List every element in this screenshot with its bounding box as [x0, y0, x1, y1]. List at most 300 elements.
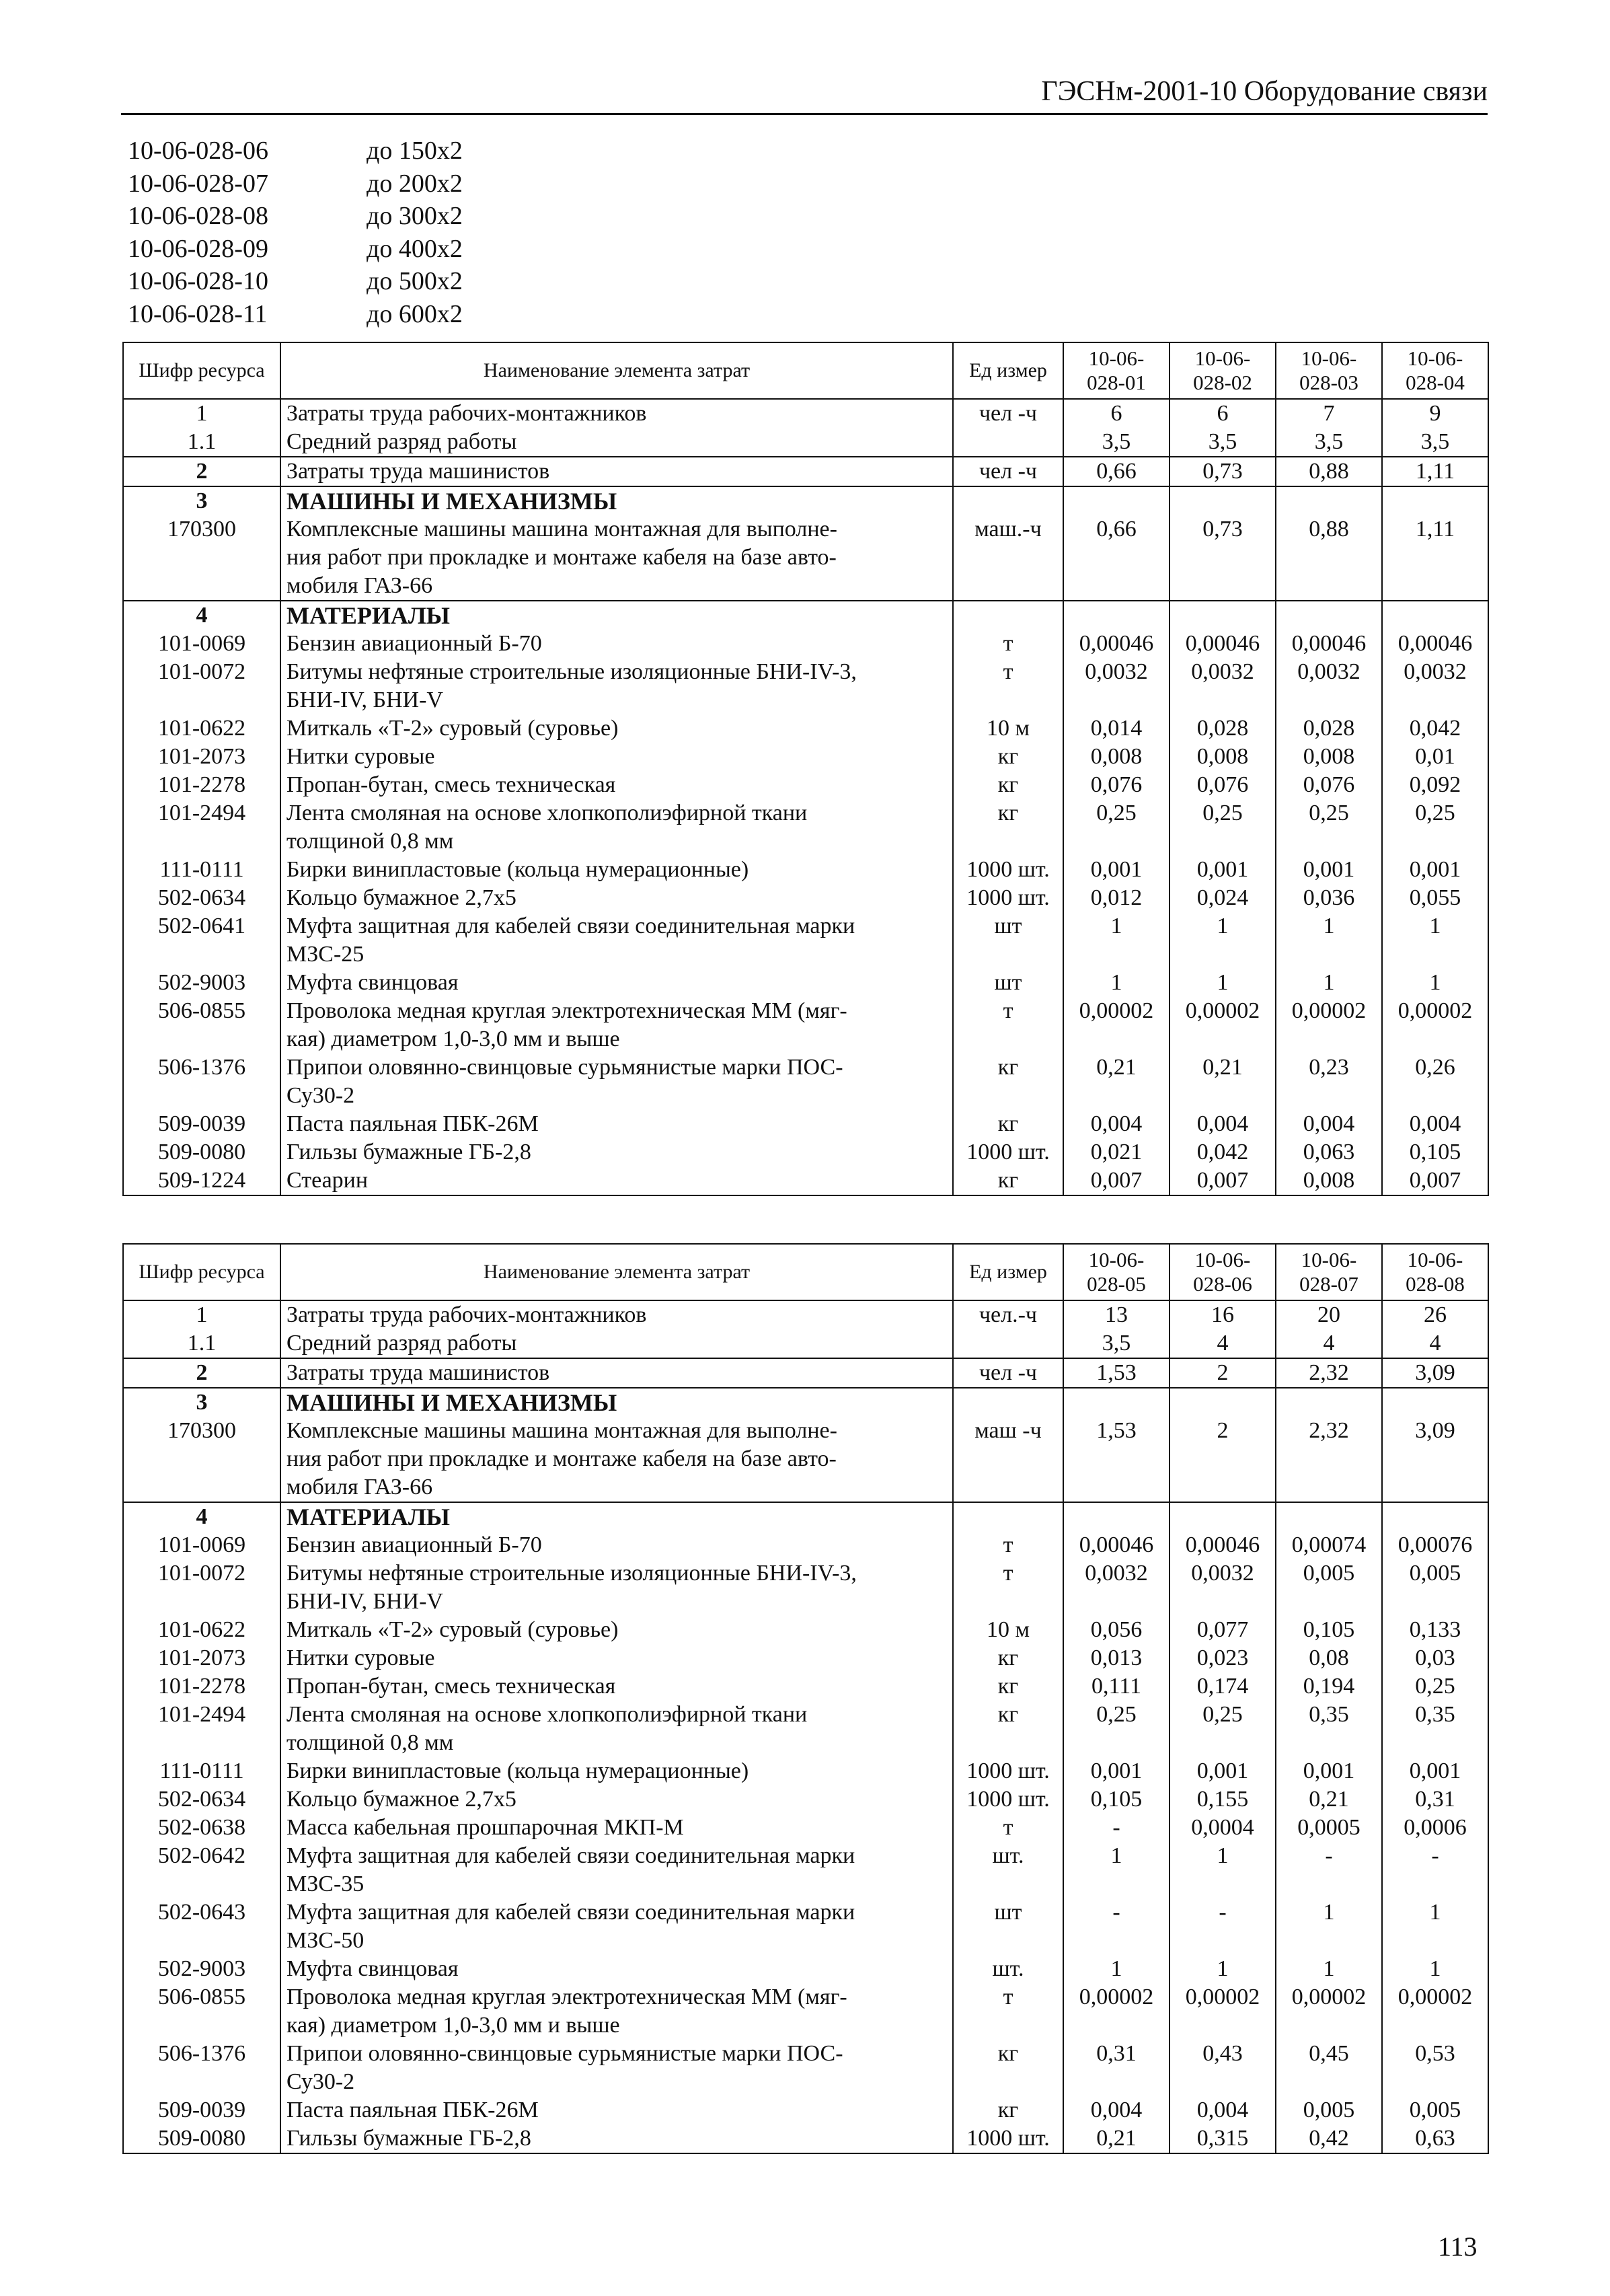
norm-value: 3,5	[1063, 428, 1170, 457]
table-row	[123, 1644, 1488, 1672]
cost-element-name: Стеарин	[280, 1166, 953, 1195]
table-row	[123, 1983, 1488, 2040]
norm-value: 0,007	[1063, 1166, 1170, 1195]
empty-cell	[953, 1502, 1063, 1531]
norm-value: 0,23	[1276, 1053, 1382, 1110]
unit-cell: маш -ч	[953, 1417, 1063, 1502]
table-row	[123, 997, 1488, 1053]
norm-value: 0,31	[1063, 2040, 1170, 2096]
section-row	[123, 1502, 1488, 1531]
norm-value: 0,88	[1276, 457, 1382, 486]
norm-value: 1,53	[1063, 1417, 1170, 1502]
cost-element-name: Нитки суровые	[280, 1644, 953, 1672]
unit-cell: кг	[953, 743, 1063, 771]
resource-code: 170300	[123, 1417, 280, 1502]
resource-code: 509-0039	[123, 2096, 280, 2124]
resource-code: 506-0855	[123, 997, 280, 1053]
empty-cell	[1063, 486, 1170, 515]
norm-value: 0,007	[1382, 1166, 1488, 1195]
norm-value: 1	[1382, 1898, 1488, 1955]
table-row	[123, 1166, 1488, 1195]
resource-code: 509-0080	[123, 1138, 280, 1166]
norm-value: 0,012	[1063, 884, 1170, 912]
norm-value: 0,007	[1170, 1166, 1276, 1195]
resource-code: 502-0638	[123, 1814, 280, 1842]
norm-value: 0,21	[1170, 1053, 1276, 1110]
unit-cell: 1000 шт.	[953, 1138, 1063, 1166]
norm-value: 0,00002	[1063, 1983, 1170, 2040]
norm-value: 0,024	[1170, 884, 1276, 912]
norm-value: -	[1063, 1814, 1170, 1842]
cost-element-name: Проволока медная круглая электротехническая ММ (мяг- кая) диаметром 1,0-3,0 мм и выше	[280, 1983, 953, 2040]
table-row	[123, 799, 1488, 856]
norm-value: 0,008	[1276, 743, 1382, 771]
unit-cell: 10 м	[953, 1616, 1063, 1644]
norm-value: 0,00074	[1276, 1531, 1382, 1559]
unit-cell: кг	[953, 1701, 1063, 1757]
norm-value: 0,0032	[1063, 658, 1170, 714]
norm-value: -	[1170, 1898, 1276, 1955]
norm-value: 1	[1170, 1955, 1276, 1983]
code-list-row	[128, 200, 463, 233]
cost-element-name: Гильзы бумажные ГБ-2,8	[280, 2124, 953, 2153]
norm-value: 1	[1382, 1955, 1488, 1983]
norm-code: 10-06-028-10	[128, 267, 268, 295]
norm-value: 0,005	[1276, 2096, 1382, 2124]
unit-cell: чел -ч	[953, 399, 1063, 428]
unit-cell: 1000 шт.	[953, 856, 1063, 884]
table-row	[123, 1672, 1488, 1701]
table-row	[123, 912, 1488, 969]
header-norm-column: 10-06- 028-06	[1170, 1244, 1276, 1300]
norm-value: 0,001	[1063, 856, 1170, 884]
norm-value: 1	[1170, 969, 1276, 997]
table-row	[123, 1785, 1488, 1814]
norm-value: 1	[1170, 912, 1276, 969]
cost-element-name: Миткаль «Т-2» суровый (суровье)	[280, 1616, 953, 1644]
norm-value: 0,0004	[1170, 1814, 1276, 1842]
norm-value: 0,063	[1276, 1138, 1382, 1166]
norms-table-2	[122, 1243, 1489, 2154]
unit-cell: кг	[953, 1644, 1063, 1672]
table-row	[123, 1757, 1488, 1785]
norm-value: 0,35	[1276, 1701, 1382, 1757]
table-row	[123, 1531, 1488, 1559]
resource-code: 502-0643	[123, 1898, 280, 1955]
norm-value: 0,08	[1276, 1644, 1382, 1672]
resource-code: 101-2278	[123, 771, 280, 799]
resource-code: 101-0072	[123, 658, 280, 714]
resource-code: 1.1	[123, 1329, 280, 1358]
empty-cell	[1382, 1502, 1488, 1531]
cost-element-name: Нитки суровые	[280, 743, 953, 771]
norm-value: 0,00076	[1382, 1531, 1488, 1559]
resource-code: 502-0634	[123, 1785, 280, 1814]
section-title: МАШИНЫ И МЕХАНИЗМЫ	[280, 486, 953, 515]
section-row	[123, 601, 1488, 630]
section-title: МАШИНЫ И МЕХАНИЗМЫ	[280, 1388, 953, 1417]
norm-value: 0,00046	[1382, 630, 1488, 658]
unit-cell: кг	[953, 1110, 1063, 1138]
cost-element-name: Бирки винипластовые (кольца нумерационные)	[280, 856, 953, 884]
cost-element-name: Средний разряд работы	[280, 1329, 953, 1358]
norm-value: 1,11	[1382, 457, 1488, 486]
norm-value: 2	[1170, 1417, 1276, 1502]
norm-value: 0,88	[1276, 515, 1382, 601]
norm-value: 9	[1382, 399, 1488, 428]
cost-element-name: Муфта защитная для кабелей связи соединительная марки МЗС-25	[280, 912, 953, 969]
norm-value: 0,004	[1170, 1110, 1276, 1138]
norm-value: 0,036	[1276, 884, 1382, 912]
norm-value: 0,00002	[1382, 1983, 1488, 2040]
cost-element-name: Масса кабельная прошпарочная МКП-М	[280, 1814, 953, 1842]
resource-code: 1	[123, 399, 280, 428]
cost-element-name: Муфта защитная для кабелей связи соединительная марки МЗС-50	[280, 1898, 953, 1955]
cost-element-name: Пропан-бутан, смесь техническая	[280, 771, 953, 799]
table-row	[123, 884, 1488, 912]
norm-value: 0,056	[1063, 1616, 1170, 1644]
norm-value: 0,45	[1276, 2040, 1382, 2096]
norm-value: 0,005	[1276, 1559, 1382, 1616]
unit-cell: т	[953, 1559, 1063, 1616]
resource-code: 506-0855	[123, 1983, 280, 2040]
norm-value: 0,028	[1276, 714, 1382, 743]
norm-value: 0,35	[1382, 1701, 1488, 1757]
norm-code: 10-06-028-08	[128, 202, 268, 230]
norm-value: 0,315	[1170, 2124, 1276, 2153]
table-row	[123, 1814, 1488, 1842]
norm-value: 1	[1063, 1842, 1170, 1898]
table-row	[123, 1329, 1488, 1358]
norm-value: 0,008	[1276, 1166, 1382, 1195]
unit-cell: 1000 шт.	[953, 1757, 1063, 1785]
norm-value: 1	[1170, 1842, 1276, 1898]
norm-value: 0,023	[1170, 1644, 1276, 1672]
unit-cell: чел.-ч	[953, 1300, 1063, 1329]
unit-cell	[953, 428, 1063, 457]
norm-value: 0,076	[1170, 771, 1276, 799]
code-list-row	[128, 168, 463, 200]
resource-code: 101-0622	[123, 1616, 280, 1644]
norm-code: 10-06-028-07	[128, 169, 268, 198]
norm-value: 0,013	[1063, 1644, 1170, 1672]
norm-value: 0,21	[1063, 1053, 1170, 1110]
table-row	[123, 1417, 1488, 1502]
norm-value: 0,00046	[1063, 1531, 1170, 1559]
norm-value: 16	[1170, 1300, 1276, 1329]
norm-value: 0,155	[1170, 1785, 1276, 1814]
table-row	[123, 743, 1488, 771]
norm-value: 0,66	[1063, 515, 1170, 601]
empty-cell	[1276, 601, 1382, 630]
resource-code: 4	[123, 601, 280, 630]
table-row	[123, 658, 1488, 714]
unit-cell: кг	[953, 1672, 1063, 1701]
header-norm-column: 10-06- 028-03	[1276, 342, 1382, 399]
norm-value: 0,00046	[1170, 630, 1276, 658]
norm-value: 0,005	[1382, 1559, 1488, 1616]
cost-element-name: Средний разряд работы	[280, 428, 953, 457]
norm-value: 0,133	[1382, 1616, 1488, 1644]
norm-value: 0,00002	[1063, 997, 1170, 1053]
cost-element-name: Затраты труда машинистов	[280, 1358, 953, 1388]
header-resource-code: Шифр ресурса	[123, 1244, 280, 1300]
cost-element-name: Муфта защитная для кабелей связи соединительная марки МЗС-35	[280, 1842, 953, 1898]
norm-value: 3,09	[1382, 1358, 1488, 1388]
norm-value: 0,25	[1382, 799, 1488, 856]
running-header	[121, 73, 1488, 115]
norm-code: 10-06-028-11	[128, 299, 268, 328]
norm-value: 0,00002	[1170, 997, 1276, 1053]
norm-value: 0,25	[1063, 1701, 1170, 1757]
table-body	[123, 399, 1488, 1195]
resource-code: 101-2073	[123, 1644, 280, 1672]
cost-element-name: Битумы нефтяные строительные изоляционные БНИ-IV-3, БНИ-IV, БНИ-V	[280, 658, 953, 714]
norm-value: 0,00002	[1276, 997, 1382, 1053]
norm-value: 0,004	[1063, 1110, 1170, 1138]
table-row	[123, 428, 1488, 457]
norm-value: 0,25	[1276, 799, 1382, 856]
unit-cell: 1000 шт.	[953, 1785, 1063, 1814]
norm-value: 0,66	[1063, 457, 1170, 486]
norm-value: 0,0032	[1170, 658, 1276, 714]
empty-cell	[1276, 1388, 1382, 1417]
empty-cell	[1382, 1388, 1488, 1417]
cost-element-name: Затраты труда рабочих-монтажников	[280, 1300, 953, 1329]
resource-code: 101-2494	[123, 1701, 280, 1757]
norm-value: 3,5	[1382, 428, 1488, 457]
table-row	[123, 1701, 1488, 1757]
norm-value: 0,25	[1063, 799, 1170, 856]
cost-element-name: Муфта свинцовая	[280, 969, 953, 997]
norm-value: 0,25	[1170, 1701, 1276, 1757]
empty-cell	[1382, 601, 1488, 630]
unit-cell: шт	[953, 969, 1063, 997]
table-row	[123, 2124, 1488, 2153]
cost-element-name: Кольцо бумажное 2,7х5	[280, 1785, 953, 1814]
table-row	[123, 399, 1488, 428]
unit-cell: 1000 шт.	[953, 2124, 1063, 2153]
resource-code: 1	[123, 1300, 280, 1329]
norm-range: до 300х2	[367, 202, 463, 230]
norm-value: 0,26	[1382, 1053, 1488, 1110]
resource-code: 101-0069	[123, 630, 280, 658]
cost-element-name: Затраты труда рабочих-монтажников	[280, 399, 953, 428]
norm-value: 0,43	[1170, 2040, 1276, 2096]
resource-code: 111-0111	[123, 856, 280, 884]
unit-cell: шт.	[953, 1955, 1063, 1983]
norm-value: 0,004	[1382, 1110, 1488, 1138]
unit-cell: кг	[953, 2040, 1063, 2096]
norm-value: 0,077	[1170, 1616, 1276, 1644]
header-norm-column: 10-06- 028-05	[1063, 1244, 1170, 1300]
header-norm-column: 10-06- 028-08	[1382, 1244, 1488, 1300]
norm-value: 0,004	[1170, 2096, 1276, 2124]
table-body	[123, 1300, 1488, 2153]
unit-cell: шт.	[953, 1842, 1063, 1898]
norm-value: 0,21	[1276, 1785, 1382, 1814]
unit-cell: кг	[953, 771, 1063, 799]
empty-cell	[953, 486, 1063, 515]
norm-value: 0,0032	[1276, 658, 1382, 714]
cost-element-name: Миткаль «Т-2» суровый (суровье)	[280, 714, 953, 743]
norm-value: 0,31	[1382, 1785, 1488, 1814]
norm-value: 2,32	[1276, 1417, 1382, 1502]
table-row	[123, 1842, 1488, 1898]
norm-value: 0,63	[1382, 2124, 1488, 2153]
cost-element-name: Затраты труда машинистов	[280, 457, 953, 486]
table-row	[123, 969, 1488, 997]
cost-element-name: Припои оловянно-свинцовые сурьмянистые марки ПОС- Су30-2	[280, 1053, 953, 1110]
table-row	[123, 1138, 1488, 1166]
cost-element-name: Лента смоляная на основе хлопкополиэфирной ткани толщиной 0,8 мм	[280, 799, 953, 856]
resource-code: 509-1224	[123, 1166, 280, 1195]
norm-value: 0,105	[1063, 1785, 1170, 1814]
norm-value: 20	[1276, 1300, 1382, 1329]
norm-value: 4	[1382, 1329, 1488, 1358]
unit-cell: т	[953, 1531, 1063, 1559]
norm-value: -	[1276, 1842, 1382, 1898]
norm-value: 0,00002	[1382, 997, 1488, 1053]
norm-value: 0,001	[1063, 1757, 1170, 1785]
table-row	[123, 1300, 1488, 1329]
norm-value: 0,001	[1276, 856, 1382, 884]
page-number: 113	[1438, 2231, 1478, 2262]
norm-value: 0,01	[1382, 743, 1488, 771]
norm-value: 26	[1382, 1300, 1488, 1329]
empty-cell	[1063, 1388, 1170, 1417]
cost-element-name: Проволока медная круглая электротехническая ММ (мяг- кая) диаметром 1,0-3,0 мм и выше	[280, 997, 953, 1053]
norm-value: 0,076	[1063, 771, 1170, 799]
unit-cell: кг	[953, 1166, 1063, 1195]
norm-value: 1	[1382, 912, 1488, 969]
cost-element-name: Бензин авиационный Б-70	[280, 630, 953, 658]
resource-code: 502-9003	[123, 969, 280, 997]
norm-value: 4	[1276, 1329, 1382, 1358]
norm-value: 1,53	[1063, 1358, 1170, 1388]
cost-element-name: Кольцо бумажное 2,7х5	[280, 884, 953, 912]
code-list-row	[128, 233, 463, 266]
norm-value: 0,0032	[1382, 658, 1488, 714]
document-title: ГЭСНм-2001-10 Оборудование связи	[1041, 76, 1488, 107]
empty-cell	[1170, 486, 1276, 515]
norm-value: 1	[1276, 969, 1382, 997]
norm-value: 2,32	[1276, 1358, 1382, 1388]
code-list	[128, 135, 463, 330]
resource-code: 3	[123, 1388, 280, 1417]
norm-value: 3,09	[1382, 1417, 1488, 1502]
resource-code: 502-0634	[123, 884, 280, 912]
header-unit: Ед измер	[953, 1244, 1063, 1300]
norm-value: 0,092	[1382, 771, 1488, 799]
table-row	[123, 1955, 1488, 1983]
resource-code: 502-0642	[123, 1842, 280, 1898]
cost-element-name: Бензин авиационный Б-70	[280, 1531, 953, 1559]
section-row	[123, 1388, 1488, 1417]
norm-value: 2	[1170, 1358, 1276, 1388]
norm-value: 13	[1063, 1300, 1170, 1329]
unit-cell: кг	[953, 1053, 1063, 1110]
cost-element-name: Пропан-бутан, смесь техническая	[280, 1672, 953, 1701]
norm-range: до 200х2	[367, 169, 463, 198]
norm-value: 0,005	[1382, 2096, 1488, 2124]
header-row	[123, 342, 1488, 399]
unit-cell: 10 м	[953, 714, 1063, 743]
norm-value: -	[1063, 1898, 1170, 1955]
norm-value: 0,105	[1276, 1616, 1382, 1644]
unit-cell: маш.-ч	[953, 515, 1063, 601]
resource-code: 111-0111	[123, 1757, 280, 1785]
norm-range: до 500х2	[367, 267, 463, 295]
resource-code: 170300	[123, 515, 280, 601]
norm-value: 0,001	[1382, 1757, 1488, 1785]
cost-element-name: Паста паяльная ПБК-26М	[280, 2096, 953, 2124]
norm-value: 1,11	[1382, 515, 1488, 601]
norm-value: 0,73	[1170, 515, 1276, 601]
code-list-row	[128, 135, 463, 168]
header-norm-column: 10-06- 028-07	[1276, 1244, 1382, 1300]
empty-cell	[953, 601, 1063, 630]
norm-value: 0,0032	[1063, 1559, 1170, 1616]
norm-range: до 600х2	[367, 299, 463, 328]
norm-value: 0,42	[1276, 2124, 1382, 2153]
resource-code: 506-1376	[123, 2040, 280, 2096]
norm-value: 3,5	[1276, 428, 1382, 457]
table-row	[123, 630, 1488, 658]
norm-value: 0,004	[1276, 1110, 1382, 1138]
table-row	[123, 457, 1488, 486]
code-list-row	[128, 298, 463, 331]
unit-cell	[953, 1329, 1063, 1358]
norm-value: 0,001	[1170, 856, 1276, 884]
norm-value: 1	[1276, 1955, 1382, 1983]
norm-range: до 150х2	[367, 137, 463, 165]
norm-value: 0,00046	[1276, 630, 1382, 658]
cost-element-name: Припои оловянно-свинцовые сурьмянистые марки ПОС- Су30-2	[280, 2040, 953, 2096]
norm-value: 0,03	[1382, 1644, 1488, 1672]
resource-code: 3	[123, 486, 280, 515]
norm-value: 0,001	[1276, 1757, 1382, 1785]
empty-cell	[1382, 486, 1488, 515]
norm-code: 10-06-028-09	[128, 234, 268, 263]
unit-cell: т	[953, 658, 1063, 714]
unit-cell: чел -ч	[953, 1358, 1063, 1388]
unit-cell: шт	[953, 1898, 1063, 1955]
norm-value: 0,00002	[1170, 1983, 1276, 2040]
resource-code: 502-0641	[123, 912, 280, 969]
code-list-row	[128, 265, 463, 298]
unit-cell: кг	[953, 799, 1063, 856]
norm-value: 1	[1276, 1898, 1382, 1955]
norm-value: 0,25	[1382, 1672, 1488, 1701]
norm-value: 1	[1063, 969, 1170, 997]
resource-code: 101-2073	[123, 743, 280, 771]
table-row	[123, 714, 1488, 743]
norm-value: 0,00046	[1063, 630, 1170, 658]
norm-value: 0,055	[1382, 884, 1488, 912]
norm-value: 0,111	[1063, 1672, 1170, 1701]
norm-value: 0,73	[1170, 457, 1276, 486]
norm-value: 0,004	[1063, 2096, 1170, 2124]
norm-value: 6	[1170, 399, 1276, 428]
norm-value: 0,008	[1170, 743, 1276, 771]
header-cost-element: Наименование элемента затрат	[280, 342, 953, 399]
unit-cell: чел -ч	[953, 457, 1063, 486]
unit-cell: т	[953, 1814, 1063, 1842]
unit-cell: т	[953, 1983, 1063, 2040]
norm-value: 0,0005	[1276, 1814, 1382, 1842]
header-norm-column: 10-06- 028-01	[1063, 342, 1170, 399]
